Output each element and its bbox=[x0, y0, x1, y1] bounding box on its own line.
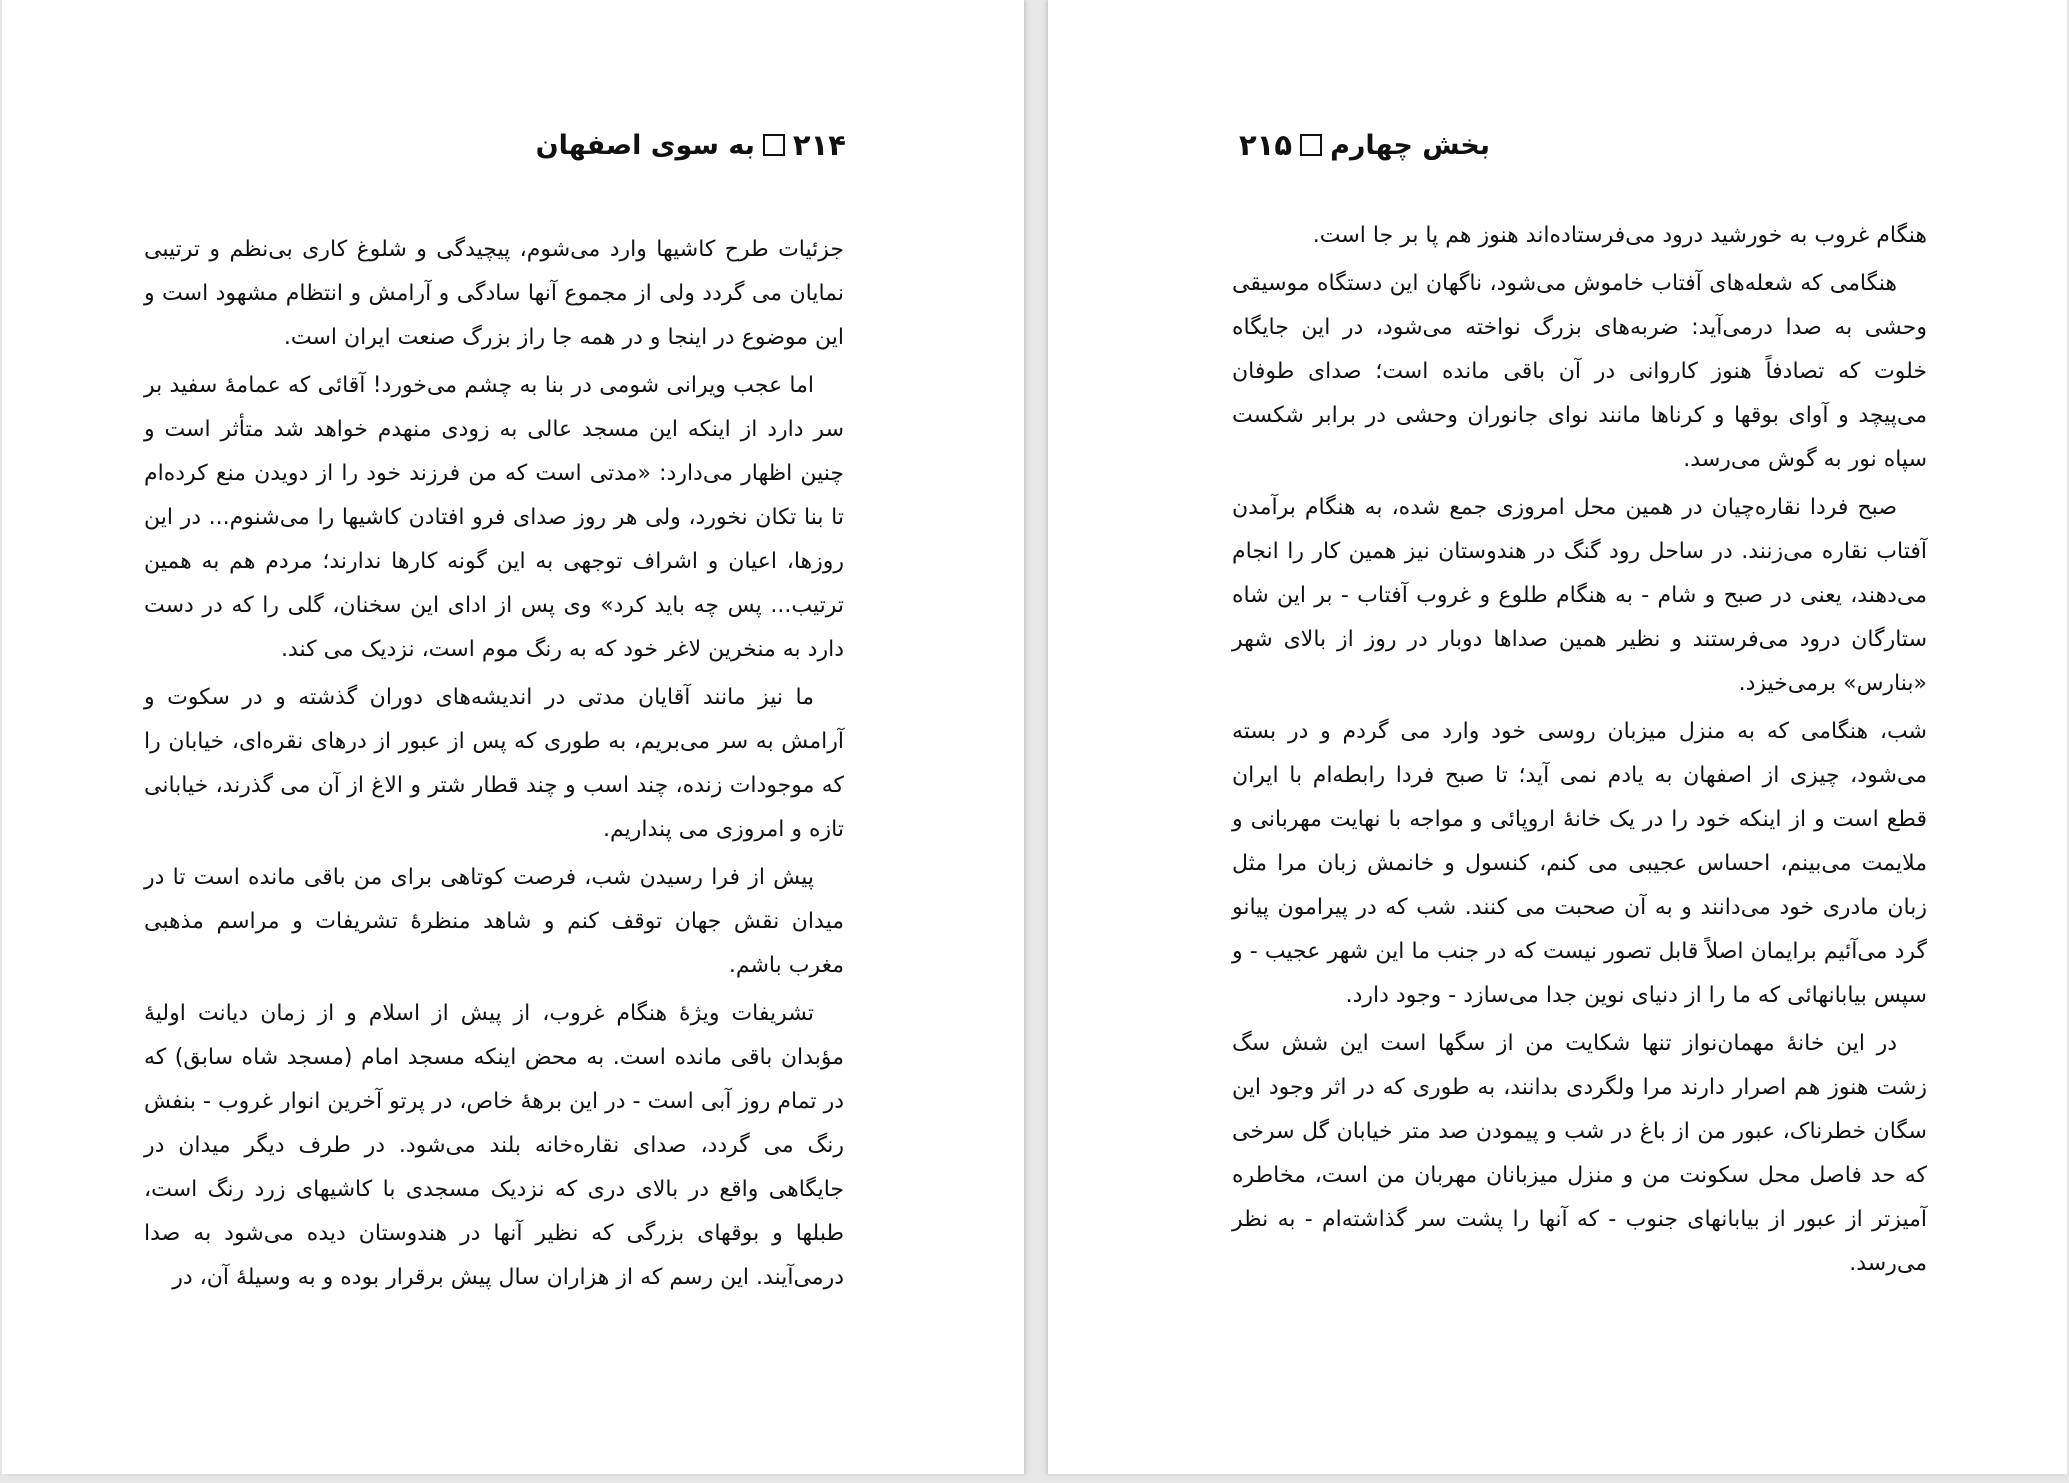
paragraph: هنگامی که شعله‌های آفتاب خاموش می‌شود، ناگهان این دستگاه موسیقی وحشی به صدا درمی‌آید: ضربه‌های بزرگ نواخته می‌شود، در این جایگاه خلوت که تصادفاً هنوز کاروانی در آن باقی مانده است؛ صدای طوفان می‌پیچد و آوای بوقها و کرناها مانند نوای جانوران وحشی در برابر شکست سپاه نور به گوش می‌رسد. bbox=[1232, 271, 1927, 472]
paragraph: اما عجب ویرانی شومی در بنا به چشم می‌خورد! آقائی که عمامهٔ سفید بر سر دارد از اینکه این مسجد عالی به زودی منهدم خواهد شد متأثر است و چنین اظهار می‌دارد: «مدتی است که من فرزند خود را از دویدن منع کرده‌ام تا بنا تکان نخورد، ولی هر روز صدای فرو افتادن کاشیها را می‌شنوم... در این روزها، اعیان و اشراف توجهی به این گونه کارها ندارند؛ مردم هم به همین ترتیب... پس چه باید کرد» وی پس از ادای این سخنان، گلی را که در دست دارد به منخرین لاغر خود که به رنگ موم است، نزدیک می کند. bbox=[144, 373, 844, 662]
paragraph: شب، هنگامی که به منزل میزبان روسی خود وارد می گردم و در بسته می‌شود، چیزی از اصفهان به یادم نمی آید؛ تا صبح فردا رابطه‌ام با ایران قطع است و از اینکه خود را در یک خانهٔ اروپائی و مواجه با نهایت مهربانی و ملایمت می‌بینم، احساس عجیبی می کنم، کنسول و خانمش زبان مرا مثل زبان مادری خود می‌دانند و به آن صحبت می کنند. شب که در پیرامون پیانو گرد می‌آئیم برایمان اصلاً قابل تصور نیست که در جنب ما این شهر عجیب - و سپس بیابانهائی که ما را از دنیای نوین جدا می‌سازد - وجود دارد. bbox=[1232, 719, 1927, 1008]
running-title: بخش چهارم bbox=[1330, 129, 1490, 161]
page-number: ۲۱۴ bbox=[792, 128, 846, 162]
paragraph: جزئیات طرح کاشیها وارد می‌شوم، پیچیدگی و شلوغ کاری بی‌نظم و ترتیبی نمایان می گردد ولی از مجموع آنها سادگی و آرامش و انتظام مشهود است و این موضوع در اینجا و در همه جا راز بزرگ صنعت ایران است. bbox=[144, 237, 844, 350]
paragraph: در این خانهٔ مهمان‌نواز تنها شکایت من از سگها است این شش سگ زشت هنوز هم اصرار دارند مرا ولگردی بدانند، به طوری که در اثر وجود این سگان خطرناک، عبور من از باغ در شب و پیمودن صد متر خیابان گل سرخی که حد فاصل محل سکونت من و منزل میزبانان مهربان من است، مخاطره آمیزتر از عبور از بیابانهای جنوب - که آنها را پشت سر گذاشته‌ام - به نظر می‌رسد. bbox=[1232, 1031, 1927, 1276]
page-body bbox=[1232, 214, 1927, 1290]
paragraph: پیش از فرا رسیدن شب، فرصت کوتاهی برای من باقی مانده است تا در میدان نقش جهان توقف کنم و شاهد منظرهٔ تشریفات و مراسم مذهبی مغرب باشم. bbox=[144, 865, 844, 978]
paragraph: هنگام غروب به خورشید درود می‌فرستاده‌اند هنوز هم پا بر جا است. bbox=[1312, 223, 1927, 248]
paragraph: صبح فردا نقاره‌چیان در همین محل امروزی جمع شده، به هنگام برآمدن آفتاب نقاره می‌زنند. در ساحل رود گنگ در هندوستان نیز همین کار را انجام می‌دهند، یعنی در صبح و شام - به هنگام طلوع و غروب آفتاب - بر این شاه ستارگان درود می‌فرستند و نظیر همین صداها دوبار در روز از بالای شهر «بنارس» برمی‌خیزد. bbox=[1232, 495, 1927, 696]
page-left bbox=[2, 0, 1024, 1474]
page-body bbox=[144, 228, 844, 1304]
paragraph: ما نیز مانند آقایان مدتی در اندیشه‌های دوران گذشته و در سکوت و آرامش به سر می‌بریم، به طوری که پس از عبور از درهای نقره‌ای، خیابان را که موجودات زنده، چند اسب و چند قطار شتر و الاغ از آن می گذرند، خیابانی تازه و امروزی می پنداریم. bbox=[144, 685, 844, 842]
square-ornament-icon bbox=[1300, 134, 1322, 156]
page-header bbox=[536, 128, 846, 162]
page-right bbox=[1048, 0, 2067, 1474]
paragraph: تشریفات ویژهٔ هنگام غروب، از پیش از اسلام و از زمان دیانت اولیهٔ مؤبدان باقی مانده است. به محض اینکه مسجد امام (مسجد شاه سابق) که در تمام روز آبی است - در این برههٔ خاص، در پرتو آخرین انوار غروب - بنفش رنگ می گردد، صدای نقاره‌خانه بلند می‌شود. در طرف دیگر میدان در جایگاهی واقع در بالای دری که نزدیک مسجدی با کاشیهای زرد رنگ است، طبلها و بوقهای بزرگی که نظیر آنها در هندوستان دیده می‌شود به صدا درمی‌آیند. این رسم که از هزاران سال پیش برقرار بوده و به وسیلهٔ آن، در bbox=[144, 1001, 844, 1290]
page-number: ۲۱۵ bbox=[1238, 128, 1293, 162]
page-header bbox=[1239, 128, 1490, 162]
running-title: به سوی اصفهان bbox=[535, 129, 755, 161]
square-ornament-icon bbox=[763, 134, 785, 156]
